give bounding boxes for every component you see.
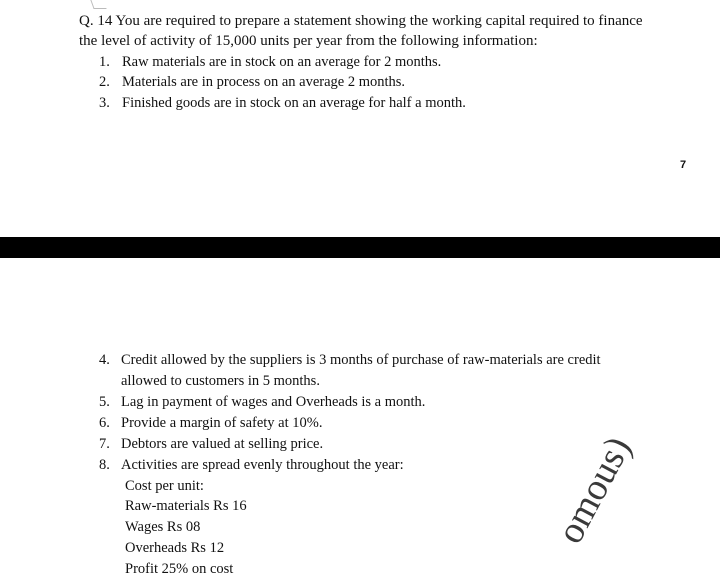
page-number: 7 [680,159,687,171]
list-item-number: 7. [99,436,110,452]
list-item: Finished goods are in stock on an average for half a month. [122,95,466,111]
list-item: Lag in payment of wages and Overheads is a month. [121,394,426,410]
cost-line: Overheads Rs 12 [125,540,225,556]
list-item-number: 1. [99,54,110,70]
list-item: Materials are in process on an average 2 months. [122,74,406,90]
watermark-text: omous) [548,429,640,551]
cost-line: Wages Rs 08 [125,519,201,535]
list-item-continuation: allowed to customers in 5 months. [121,373,320,389]
page-divider [0,237,720,258]
cost-line: Raw-materials Rs 16 [125,498,247,514]
cost-line: Profit 25% on cost [125,561,234,577]
list-item-number: 2. [99,74,110,90]
question-line-1: Q. 14 You are required to prepare a statement showing the working capital required to finance [79,13,643,29]
corner-mark [90,0,106,9]
list-item: Provide a margin of safety at 10%. [121,415,323,431]
list-item: Raw materials are in stock on an average for 2 months. [122,54,442,70]
list-item: Activities are spread evenly throughout the year: [121,457,404,473]
cost-heading: Cost per unit: [125,478,204,494]
list-item: Debtors are valued at selling price. [121,436,324,452]
list-item-number: 5. [99,394,110,410]
list-item-number: 6. [99,415,110,431]
list-item-number: 4. [99,352,110,368]
list-item: Credit allowed by the suppliers is 3 months of purchase of raw-materials are credit [121,352,601,368]
question-line-2: the level of activity of 15,000 units per year from the following information: [79,33,538,49]
list-item-number: 3. [99,95,110,111]
list-item-number: 8. [99,457,110,473]
